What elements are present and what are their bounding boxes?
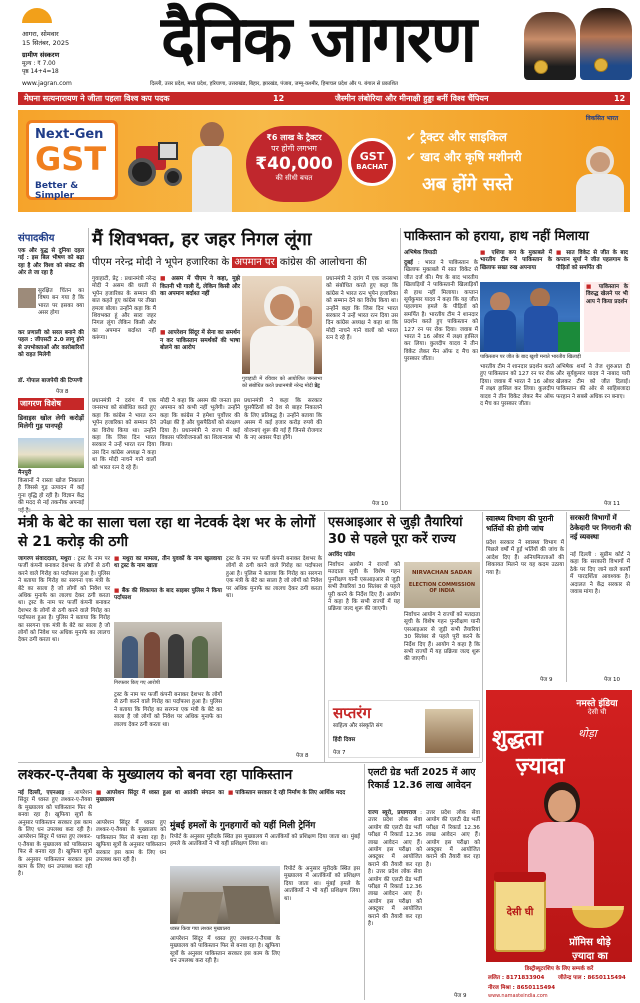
lashkar-photo	[170, 866, 280, 924]
gst-next-gen: Next-Gen	[35, 127, 104, 142]
sampadakiya-page: पेज 8	[56, 389, 69, 395]
lead-bullet-2: ■ आपरेशन सिंदूर में सेना का समर्थन न कर पाकिस्तान समर्थकों की भाषा बोलने का आरोप	[160, 330, 240, 352]
netwark-photo	[114, 622, 222, 678]
vaigyanik-body: प्रदेश सरकार ने स्वास्थ्य विभाग में पिछले वर्षों में हुई भर्तियों की जांच के आदेश दिए हैं। अनियमितताओं की शिकायत मिलने पर यह कदम उठाया गया है।	[486, 540, 564, 576]
sun-logo-icon	[22, 8, 52, 23]
offer-line3: की सीधी बचत	[275, 174, 313, 182]
netwark-caption: गिरफ्तार किए गए आरोपी	[114, 680, 160, 686]
bullet-icon: ■	[114, 556, 123, 562]
education-page: पेज 9	[454, 993, 467, 999]
subhead-highlight: अपमान पर	[234, 257, 275, 268]
lashkar-headline[interactable]: लश्कर-ए-तैयबा के मुख्यालय को बनवा रहा पाकिस्तान	[18, 767, 293, 783]
building-photo	[18, 438, 84, 468]
ghee-bowl	[572, 906, 624, 928]
sampadakiya-item-2: सुरक्षित चिंतन का विषय बन गया है कि भारत पर इसका क्या असर होगा	[38, 288, 84, 317]
desi-ghee-ad[interactable]	[486, 690, 632, 1003]
jagran-vishesh-text: किसानों ने रास्ता खोज निकाला है जिससे गुड़ उत्पादन में कई गुना वृद्धि हो रही है। विज्ञान केंद्र की मदद से नई तकनीक अपनाई	[18, 478, 84, 507]
strip-left[interactable]: मेघना सत्यनारायण ने जीता पहला विश्व कप पदक	[24, 94, 170, 103]
desi-website[interactable]: www.namasteindia.com	[488, 993, 548, 999]
netwark-bullets	[114, 556, 222, 620]
saptrang-sub: साहित्य और संस्कृति संग	[333, 723, 383, 729]
desi-distributor: डिस्ट्रीब्यूटरशिप के लिए सम्पर्क करें	[524, 966, 594, 972]
pakistan-body-2: भारतीय टीम ने शानदार प्रदर्शन करते हुए पाकिस्तान को 127 रन पर रोक दिया। जवाब में भारत ने 16 ओवर में लक्ष्य हासिल कर लिया। कुलदीप यादव ने तीन विकेट लेकर मैन ऑफ द मैच का पुरस्कार जीता।	[480, 364, 554, 408]
ssc-body-2: निर्वाचन आयोग ने राज्यों को मतदाता सूची के विशेष गहन पुनरीक्षण यानी एसआइआर से जुड़ी सभी तैयारियां 30 सितंबर से पहले पूरी करने के निर्देश दिए हैं। आयोग ने कहा है कि सभी राज्यों में यह प्रक्रिया जल्द शुरू की जाएगी।	[404, 612, 480, 663]
ssc-body-1: निर्वाचन आयोग ने राज्यों को मतदाता सूची के विशेष गहन पुनरीक्षण यानी एसआइआर से जुड़ी सभी तैयारियां 30 सितंबर से पहले पूरी करने के निर्देश दिए हैं। आयोग ने कहा है कि सभी राज्यों में यह प्रक्रिया जल्द शुरू की जाएगी।	[328, 562, 400, 613]
gst-ad-banner[interactable]	[18, 110, 630, 212]
pakistan-headline[interactable]: पाकिस्तान को हराया, हाथ नहीं मिलाया	[404, 229, 589, 244]
desi-brand: नमस्ते इंडिया	[576, 699, 618, 709]
pakistan-body-3: अभिषेक शर्मा ने तेज शुरुआत दी और सूर्यकुमार यादव ने नाबाद पारी खेलकर टीम को जीत दिलाई। पाकिस्तान की ओर से साहिबजादा फरहान ने सबसे अधिक रन बनाए।	[556, 364, 630, 400]
desi-contact-2: जीतेन्द्र पाल : 8650115494	[558, 975, 626, 981]
sandeep-headline[interactable]: सरकारी विभागों में ठेकेदारी पर निगरानी की नई व्यवस्था	[570, 514, 632, 541]
jagran-vishesh-section	[18, 398, 86, 508]
bullet-icon: ■	[586, 284, 599, 290]
education-body-2: उत्तर प्रदेश लोक सेवा आयोग की एलटी ग्रेड भर्ती परीक्षा में रिकार्ड 12.36 लाख आवेदन आए हैं। आयोग इस परीक्षा को अक्टूबर में आयोजित कराने की तैयारी कर रहा है।	[426, 810, 480, 868]
vaigyanik-headline[interactable]: स्वास्थ्य विभाग की पुरानी भर्तियों की होगी जांच	[486, 514, 554, 533]
bullet-icon: ■	[228, 790, 236, 796]
pakistan-bullets	[480, 250, 630, 278]
gst-text: GST	[35, 140, 107, 178]
farmer-photo	[190, 118, 234, 212]
gst-item-2: ✔ खाद और कृषि मशीनरी	[406, 150, 522, 164]
election-commission-photo: NIRVACHAN SADAN ELECTION COMMISSION OF INDIA	[404, 562, 480, 608]
desi-contact-strip	[486, 962, 632, 1003]
pakistan-bullet-2: ■ सात विकेट से जीत के बाद कप्तान सूर्या ने जीत पहलगाम के पीड़ितों को समर्पित की	[556, 250, 629, 271]
offer-line2: पर होगी लगभग	[271, 144, 317, 153]
pakistan-body-1: दुबई : भारत ने पाकिस्तान के खिलाफ मुकाबले में सात विकेट से जीत दर्ज की। मैच के बाद भारतीय खिलाड़ियों ने पाकिस्तानी खिलाड़ियों से हाथ नहीं मिलाया। कप्तान सूर्यकुमार यादव ने कहा कि यह जीत पहलगाम हमले के पीड़ितों को समर्पित है। भारतीय टीम ने शानदार प्रदर्शन करते हुए पाकिस्तान को 127 रन पर रोक दिया। जवाब में भारत ने 16 ओवर में लक्ष्य हासिल कर लिया। कुलदीप यादव ने तीन विकेट लेकर मैन ऑफ द मैच का पुरस्कार जीता।	[404, 260, 479, 363]
netwark-body-2: ट्रस्ट के नाम पर फर्जी कंपनी बनाकर देशभर के लोगों से ठगी करने वाले गिरोह का पर्दाफाश हुआ है। पुलिस ने बताया कि गिरोह का सरगना एक मंत्री के बेटे का साला है जो लोगों को निवेश पर अधिक मुनाफे का लालच देकर ठगी करता था।	[114, 692, 222, 728]
sampadakiya-label: संपादकीय	[18, 233, 55, 244]
pakistan-photo-caption: पाकिस्तान पर जीत के बाद खुशी मनाते भारतीय खिलाड़ी	[480, 354, 581, 360]
check-icon: ✔	[406, 150, 421, 164]
lashkar-caption: ध्वस्त किया गया लश्कर मुख्यालय	[170, 926, 231, 932]
offer-amount: ₹40,000	[255, 154, 333, 174]
ssc-headline[interactable]: एसआइआर से जुड़ी तैयारियां 30 से पहले पूरा करें राज्य	[328, 515, 463, 547]
pakistan-byline: अभिषेक त्रिपाठी	[404, 250, 437, 256]
lashkar-bullet-2: ■ पाकिस्तान सरकार दे रही निर्माण के लिए आर्थिक मदद	[228, 790, 346, 796]
lashkar-bullets	[96, 790, 358, 818]
lashkar-inner-headline[interactable]: मुंबई हमलों के गुनहगारों को यहीं मिली ट्रेनिंग	[170, 821, 316, 831]
gst-item-1: ✔ ट्रैक्टर और साइकिल	[406, 130, 507, 144]
pakistan-page: पेज 11	[604, 501, 620, 507]
netwark-body-1: जागरण संवाददाता, मथुरा : ट्रस्ट के नाम पर फर्जी कंपनी बनाकर देशभर के लोगों से ठगी करने वाले गिरोह का पर्दाफाश हुआ है। पुलिस ने बताया कि गिरोह का सरगना एक मंत्री के बेटे का साला है जो लोगों को निवेश पर अधिक मुनाफे का लालच देकर ठगी करता था। ट्रस्ट के नाम पर फर्जी कंपनी बनाकर देशभर के लोगों से ठगी करने वाले गिरोह का पर्दाफाश हुआ है। पुलिस ने बताया कि गिरोह का सरगना एक मंत्री के बेटे का साला है जो लोगों को निवेश पर अधिक मुनाफे का लालच देकर ठगी करता था।	[18, 556, 111, 644]
sampadakiya-item-4: डॉ. गोपाल बाजपेयी की टिप्पणी	[18, 378, 83, 384]
lashkar-body-3: रिपोर्ट के अनुसार मुरीदके स्थित इस मुख्यालय में आतंकियों को प्रशिक्षण दिया जाता था। मुंबई हमले के आतंकियों ने भी यहीं प्रशिक्षण लिया था।	[284, 866, 360, 902]
price: मूल्य : ₹ 7.00	[22, 61, 56, 67]
lead-bullet-box	[160, 276, 240, 386]
viksit-bharat-logo: विकसित भारत	[585, 115, 619, 122]
strip-right-page: 12	[614, 94, 626, 103]
masthead-title: दैनिक जागरण	[160, 2, 476, 77]
strip-right[interactable]: जैस्मीन लंबोरिया और मीनाक्षी हुड्डा बनीं विश्व चैंपियन	[335, 94, 489, 103]
bullet-icon: ■	[556, 250, 567, 256]
top-strip	[18, 92, 630, 105]
jagran-vishesh-label: जागरण विशेष	[18, 398, 84, 410]
bullet-icon: ■	[480, 250, 492, 256]
bullet-icon: ■	[160, 330, 168, 336]
lead-photo	[242, 276, 322, 374]
offer-line1: ₹6 लाख के ट्रैक्टर	[266, 133, 322, 142]
netwark-headline[interactable]: मंत्री के बेटे का साला चला रहा था नेटवर्क देश भर के लोगों से 21 करोड़ की ठगी	[18, 515, 316, 550]
ghee-jar	[494, 878, 546, 952]
lashkar-body-4: आपरेशन सिंदूर में ध्वस्त हुए लश्कर-ए-तैयबा के मुख्यालय को पाकिस्तान फिर से बनवा रहा है। खुफिया सूत्रों के अनुसार पाकिस्तान सरकार इस काम के लिए धन उपलब्ध करा रही है।	[170, 936, 280, 965]
saptrang-page: पेज 7	[333, 750, 346, 756]
lashkar-body-2: आपरेशन सिंदूर में ध्वस्त हुए लश्कर-ए-तैयबा के मुख्यालय को पाकिस्तान फिर से बनवा रहा है। खुफिया सूत्रों के अनुसार पाकिस्तान सरकार इस काम के लिए धन उपलब्ध करा रही है।	[96, 820, 166, 864]
netwark-page: पेज 8	[296, 753, 309, 759]
cities-line: दिल्ली, उत्तर प्रदेश, मध्य प्रदेश, हरियाणा, उत्तराखंड, बिहार, झारखंड, पंजाब, जम्मू-कश्मीर, हिमाचल प्रदेश और प. बंगाल से प्रकाशित	[150, 81, 398, 87]
bullet-icon: ■	[160, 276, 172, 282]
netwark-body-3: ट्रस्ट के नाम पर फर्जी कंपनी बनाकर देशभर के लोगों से ठगी करने वाले गिरोह का पर्दाफाश हुआ है। पुलिस ने बताया कि गिरोह का सरगना एक मंत्री के बेटे का साला है जो लोगों को निवेश पर अधिक मुनाफे का लालच देकर ठगी करता था।	[226, 556, 322, 600]
lashkar-body-1: नई दिल्ली, एएनआइ : आपरेशन सिंदूर में ध्वस्त हुए लश्कर-ए-तैयबा के मुख्यालय को पाकिस्तान फिर से बनवा रहा है। खुफिया सूत्रों के अनुसार पाकिस्तान सरकार इस काम के लिए धन उपलब्ध करा रही है। आपरेशन सिंदूर में ध्वस्त हुए लश्कर-ए-तैयबा के मुख्यालय को पाकिस्तान फिर से बनवा रहा है। खुफिया सूत्रों के अनुसार पाकिस्तान सरकार इस काम के लिए धन उपलब्ध करा रही है।	[18, 790, 92, 878]
lead-body-2: मोदी ने कहा कि असम की जनता इस अपमान को कभी नहीं भूलेगी। उन्होंने कहा कि कांग्रेस ने हमेशा पूर्वोत्तर की उपेक्षा की है और घुसपैठियों को संरक्षण दिया है। प्रधानमंत्री ने राज्य में कई विकास परियोजनाओं का शिलान्यास भी किया।	[160, 398, 240, 449]
website[interactable]: www.jagran.com	[22, 80, 72, 87]
vaigyanik-page: पेज 9	[540, 677, 553, 683]
saptrang-photo	[425, 709, 473, 753]
bullet-icon: ■	[114, 588, 122, 594]
pm-photo	[574, 138, 626, 212]
lead-headline[interactable]: मैं शिवभक्त, हर जहर निगल लूंगा	[92, 229, 312, 250]
jagran-vishesh-headline[interactable]: डिवाइस खोल लेगी करोड़ों मिलेगी गुड़ पानपट्टी	[18, 414, 84, 430]
education-body-1: राज्य ब्यूरो, प्रयागराज : उत्तर प्रदेश लोक सेवा आयोग की एलटी ग्रेड भर्ती परीक्षा में रिकार्ड 12.36 लाख आवेदन आए हैं। आयोग इस परीक्षा को अक्टूबर में आयोजित कराने की तैयारी कर रहा है। उत्तर प्रदेश लोक सेवा आयोग की एलटी ग्रेड भर्ती परीक्षा में रिकार्ड 12.36 लाख आवेदन आए हैं। आयोग इस परीक्षा को अक्टूबर में आयोजित कराने की तैयारी कर रहा है।	[368, 810, 423, 928]
desi-brand-sub: देसी घी	[587, 708, 607, 716]
education-headline[interactable]: एलटी ग्रेड भर्ती 2025 में आए रिकार्ड 12.36 लाख आवेदन	[368, 767, 476, 791]
lashkar-bullet-1: ■ आपरेशन सिंदूर में ध्वस्त हुआ था आतंकी संगठन का मुख्यालय	[96, 790, 224, 804]
desi-slogan-2: थोड़ा	[578, 727, 597, 740]
netwark-bullet-1: ■ मथुरा का मामला, तीन युवकों के नाम खुलवाया था ट्रस्ट के नाम खाता	[114, 556, 222, 570]
athletes-photo	[524, 6, 632, 80]
sandeep-body: नई दिल्ली : सुप्रीम कोर्ट ने कहा कि सरकारी विभागों में ठेके पर दिए जाने वाले कार्यों में पारदर्शिता आवश्यक है। अदालत ने केंद्र सरकार से जवाब मांगा है।	[570, 552, 630, 596]
gst-bachat-seal: GST BACHAT	[348, 138, 396, 186]
offer-circle	[246, 126, 342, 202]
desi-slogan-3: ज़्यादा	[516, 753, 565, 779]
saptrang-item: हिंदी दिवस	[333, 737, 356, 743]
lead-body-4: प्रधानमंत्री ने दरांग में एक जनसभा को संबोधित करते हुए कहा कि कांग्रेस ने भारत रत्न भूपेन हजारिका को सम्मान देने का विरोध किया था। उन्होंने कहा कि जिस दिन भारत सरकार ने उन्हें भारत रत्न दिया उस दिन कांग्रेस अध्यक्ष ने कहा था कि मोदी नाचने गाने वालों को भारत रत्न दे रहे हैं।	[326, 276, 398, 342]
pakistan-side-box[interactable]: ■ पाकिस्तान के विरुद्ध खेलने पर भी आप ने किया प्रदर्शन	[584, 282, 630, 352]
masthead	[0, 0, 640, 92]
lead-photo-caption: गुवाहाटी में रविवार को आयोजित जनसभा को संबोधित करते प्रधानमंत्री नरेन्द्र मोदी प्रेट्र	[242, 376, 322, 389]
desi-contact-3: नीरज मिश्रा : 8650115494	[488, 985, 556, 991]
edition-day: आगरा, सोमवार	[22, 30, 59, 38]
strip-left-page: 12	[273, 94, 285, 103]
lead-byline: गुवाहाटी, प्रेट्र : प्रधानमंत्री नरेन्द्र मोदी ने असम की धरती से भूपेन हजारिका के सम्मान की बात कहते हुए कांग्रेस पर तीखा हमला बोला। उन्होंने कहा कि मैं शिवभक्त हूं और सारा जहर निगल लूंगा लेकिन किसी और का अपमान बर्दाश्त नहीं करूंगा।	[92, 276, 156, 342]
ssc-byline: अरविंद पांडेय	[328, 552, 355, 558]
ghee-product-label: देसी घी	[506, 907, 534, 918]
saptrang-label: सप्तरंग	[333, 704, 371, 722]
lead-bullet-1: ■ असम में पीएम ने कहा, मुझे कितनी भी गाली दें, लेकिन किसी और का अपमान बर्दाश्त नहीं	[160, 276, 240, 298]
desi-contact-1: ललित : 8171833904	[488, 975, 545, 981]
pakistan-bullet-1: ■ एशिया कप के मुकाबले में भारतीय टीम ने पाकिस्तान के खिलाफ सख्त रुख अपनाया	[480, 250, 552, 271]
tractor-icon	[128, 142, 184, 186]
edition-date: 15 सितंबर, 2025	[22, 39, 70, 47]
lead-page: पेज 10	[372, 501, 388, 507]
check-icon: ✔	[406, 130, 421, 144]
lead-subhead: पीएम नरेन्द्र मोदी ने भूपेन हजारिका के अपमान पर कांग्रेस की आलोचना की	[92, 257, 367, 268]
lead-body-1: प्रधानमंत्री ने दरांग में एक जनसभा को संबोधित करते हुए कहा कि कांग्रेस ने भारत रत्न भूपेन हजारिका को सम्मान देने का विरोध किया था। उन्होंने कहा कि जिस दिन भारत सरकार ने उन्हें भारत रत्न दिया उस दिन कांग्रेस अध्यक्ष ने कहा था कि मोदी नाचने गाने वालों को भारत रत्न दे रहे हैं।	[92, 398, 156, 471]
lashkar-inner-body: रिपोर्ट के अनुसार मुरीदके स्थित इस मुख्यालय में आतंकियों को प्रशिक्षण दिया जाता था। मुंबई हमले के आतंकियों ने भी यहीं प्रशिक्षण लिया था।	[170, 834, 360, 848]
desi-slogan-1: शुद्धता	[492, 725, 543, 751]
pages: पृष्ठ 14+4=18	[22, 69, 59, 75]
desi-promise-1: प्रॉमिस थोड़े	[569, 937, 611, 948]
gst-tagline: Better & Simpler	[35, 181, 79, 201]
saptrang-box[interactable]	[328, 700, 480, 758]
sampadakiya-item-3[interactable]: कर प्रणाली को सरल बनाने की पहल : जीएसटी 2.0 लागू होने से उपभोक्ताओं और कारोबारियों को राहत मिलेगी	[18, 330, 84, 359]
netwark-bullet-2: ■ बैंक की शिकायत के बाद साइबर पुलिस ने किया पर्दाफाश	[114, 588, 223, 602]
gst-cheaper: अब होंगे सस्ते	[422, 174, 513, 195]
cricket-photo	[480, 282, 580, 352]
jagran-vishesh-location: मैनपुरी	[18, 470, 32, 476]
sampadakiya-item-1[interactable]: एक और युद्ध से दुनिया दहल गई : इस बिल भीषण को बढ़ा रहा है और विश्व को संकट की ओर ले जा रहा है	[18, 248, 84, 277]
gst-logo-box	[26, 120, 118, 200]
edition-type: ग्रामीण संस्करण	[22, 51, 60, 59]
author-photo	[18, 288, 36, 308]
sandeep-page: पेज 10	[604, 677, 620, 683]
lead-body-3: प्रधानमंत्री ने कहा कि सरकार घुसपैठियों को देश से बाहर निकालने के लिए प्रतिबद्ध है। उन्होंने बताया कि असम में कई हजार करोड़ रुपये की योजनाएं शुरू की गई हैं जिनसे रोजगार के नए अवसर पैदा होंगे।	[244, 398, 322, 442]
desi-promise-2: ज़्यादा का	[572, 951, 608, 962]
bullet-icon: ■	[96, 790, 107, 796]
